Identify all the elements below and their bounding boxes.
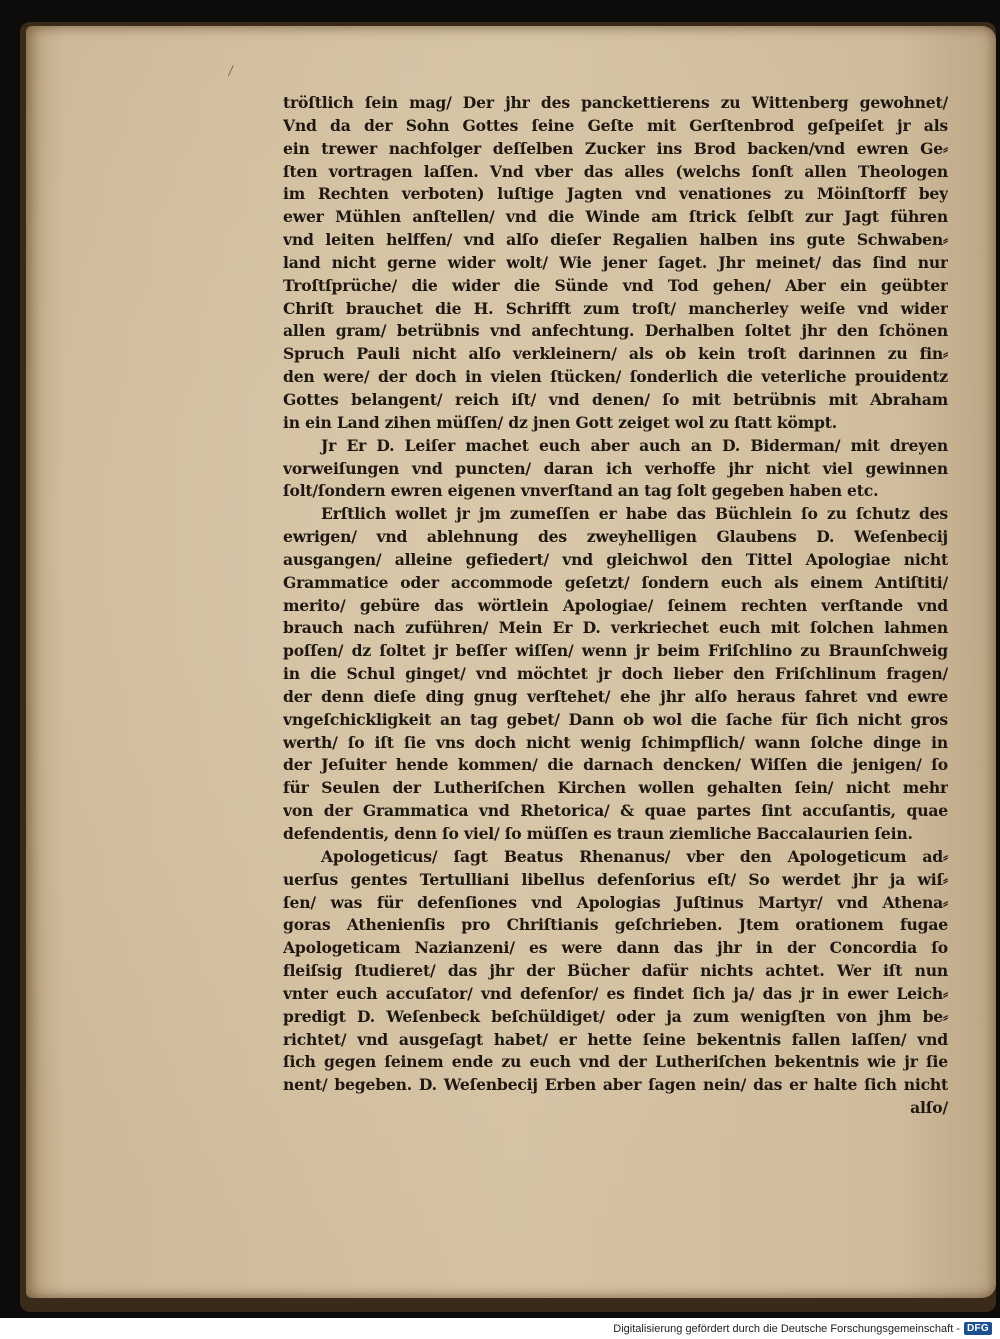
text-line: goras Athenienſis pro Chriſtianis geſchrieben. Jtem orationem fugae [283,915,948,935]
text-line: vnd leiten helffen/ vnd alſo dieſer Regalien halben ins gute Schwaben⸗ [283,230,948,250]
text-line: vorweiſungen vnd puncten/ daran ich verhoffe jhr nicht viel gewinnen [283,458,948,478]
text-line: Troſtſprüche/ die wider die Sünde vnd Tod gehen/ Aber ein geübter [283,275,948,295]
text-line: ſich gegen ſeinem ende zu euch vnd der Lutheriſchen bekentnis wie jr ſie [283,1052,948,1072]
text-line: von der Grammatica vnd Rhetorica/ & quae partes ſint accuſantis, quae [283,801,948,821]
text-line: in ein Land zihen müſſen/ dz jnen Gott zeiget wol zu ſtatt kömpt. [283,412,837,432]
footer-text: Digitalisierung gefördert durch die Deutsche Forschungsgemeinschaft - [613,1322,960,1335]
text-line: Vnd da der Sohn Gottes ſeine Geſte mit Gerſtenbrod geſpeiſet jr als [283,115,948,135]
text-line: defendentis, denn ſo viel/ ſo müſſen es traun ziemliche Baccalaurien ſein. [283,824,913,843]
text-line: merito/ gebüre das wörtlein Apologiae/ ſeinem rechten verſtande vnd [283,595,948,615]
text-line: nent/ begeben. D. Weſenbecij Erben aber ſagen nein/ das er halte ſich nicht [283,1075,948,1095]
page-mark [228,65,239,79]
text-line: ewrigen/ vnd ablehnung des zweyhelligen Glaubens D. Weſenbecij [283,527,948,547]
text-line: predigt D. Weſenbeck beſchüldiget/ oder ja zum wenigſten von jhm be⸗ [283,1006,948,1026]
text-line: ausgangen/ alleine gefiedert/ vnd gleichwol den Tittel Apologiae nicht [283,549,948,569]
text-line: der denn dieſe ding gnug verſtehet/ ehe jhr alſo heraus fahret vnd ewre [283,686,948,706]
text-line: Apologeticam Nazianzeni/ es were dann das jhr in der Concordia ſo [283,938,948,958]
page-text [283,92,948,1120]
text-line: der Jeſuiter hende kommen/ die darnach dencken/ Wiſſen die jenigen/ ſo [283,755,948,775]
text-line: für Seulen der Lutheriſchen Kirchen wollen gehalten ſein/ nicht mehr [283,778,948,798]
text-line: Erſtlich wollet jr jm zumeſſen er habe das Büchlein ſo zu ſchutz des [321,504,948,524]
text-line: allen gram/ betrübnis vnd anfechtung. Derhalben ſoltet jhr den ſchönen [283,321,948,341]
text-line: brauch nach zuführen/ Mein Er D. verkriechet euch mit ſolchen lahmen [283,618,948,638]
text-line: vngeſchickligkeit an tag gebet/ Dann ob wol die ſache für ſich nicht gros [283,709,948,729]
text-line: Apologeticus/ ſagt Beatus Rhenanus/ vber den Apologeticum ad⸗ [321,846,948,866]
text-line: den were/ der doch in vielen ſtücken/ ſonderlich die veterliche prouidentz [283,367,948,387]
text-line: Jr Er D. Leiſer machet euch aber auch an D. Biderman/ mit dreyen [321,435,948,455]
text-line: tröſtlich ſein mag/ Der jhr des panckettierens zu Wittenberg gewohnet/ [283,93,948,112]
text-line: Gottes belangent/ reich iſt/ vnd denen/ ſo mit betrübnis mit Abraham [283,389,948,409]
text-line: Grammatice oder accommode geſetzt/ ſondern euch als einem Antiſtiti/ [283,572,948,592]
text-line: Chriſt brauchet die H. Schrifft zum troſt/ mancherley weiſe vnd wider [283,298,948,318]
text-line: ein trewer nachfolger deſſelben Zucker ins Brod backen/vnd ewren Ge⸗ [283,138,948,158]
footer-credit [613,1322,992,1335]
text-line: ewer Mühlen anſtellen/ vnd die Winde am ſtrick ſelbſt zur Jagt führen [283,207,948,227]
text-line: uerſus gentes Tertulliani libellus defenſorius eſt/ So werdet jhr ja wiſ⸗ [283,869,948,889]
dfg-logo: DFG [964,1322,992,1335]
text-line: fleiſsig ſtudieret/ das jhr der Bücher dafür nichts achtet. Wer iſt nun [283,961,948,981]
text-line: richtet/ vnd ausgeſagt habet/ er hette ſeine bekentnis fallen laſſen/ vnd [283,1029,948,1049]
text-line: land nicht gerne wider wolt/ Wie jener ſaget. Jhr meinet/ das ſind nur [283,252,948,272]
text-line: Spruch Pauli nicht alſo verkleinern/ als ob kein troſt darinnen zu fin⸗ [283,344,948,364]
text-line: ſten vortragen laſſen. Vnd vber das alles (welchs ſonſt allen Theologen [283,161,948,181]
text-line: im Rechten verboten) luſtige Jagten vnd venationes zu Möinſtorff bey [283,184,948,204]
text-line: ſolt/ſondern ewren eigenen vnverſtand an tag ſolt gegeben haben etc. [283,481,879,501]
text-line: in die Schul ginget/ vnd möchtet jr doch lieber den Friſchlinum fragen/ [283,664,948,684]
text-line: ſen/ was für defenſiones vnd Apologias Juſtinus Martyr/ vnd Athena⸗ [283,892,948,912]
text-line: poſſen/ dz ſoltet jr beſſer wiſſen/ wenn jr beim Friſchlino zu Braunſchweig [283,641,948,661]
text-line: alſo/ [910,1098,948,1118]
text-line: werth/ ſo iſt ſie vns doch nicht wenig ſchimpflich/ wann ſolche dinge in [283,732,948,752]
text-line: vnter euch accuſator/ vnd defenſor/ es findet ſich ja/ das jr in ewer Leich⸗ [283,983,948,1003]
